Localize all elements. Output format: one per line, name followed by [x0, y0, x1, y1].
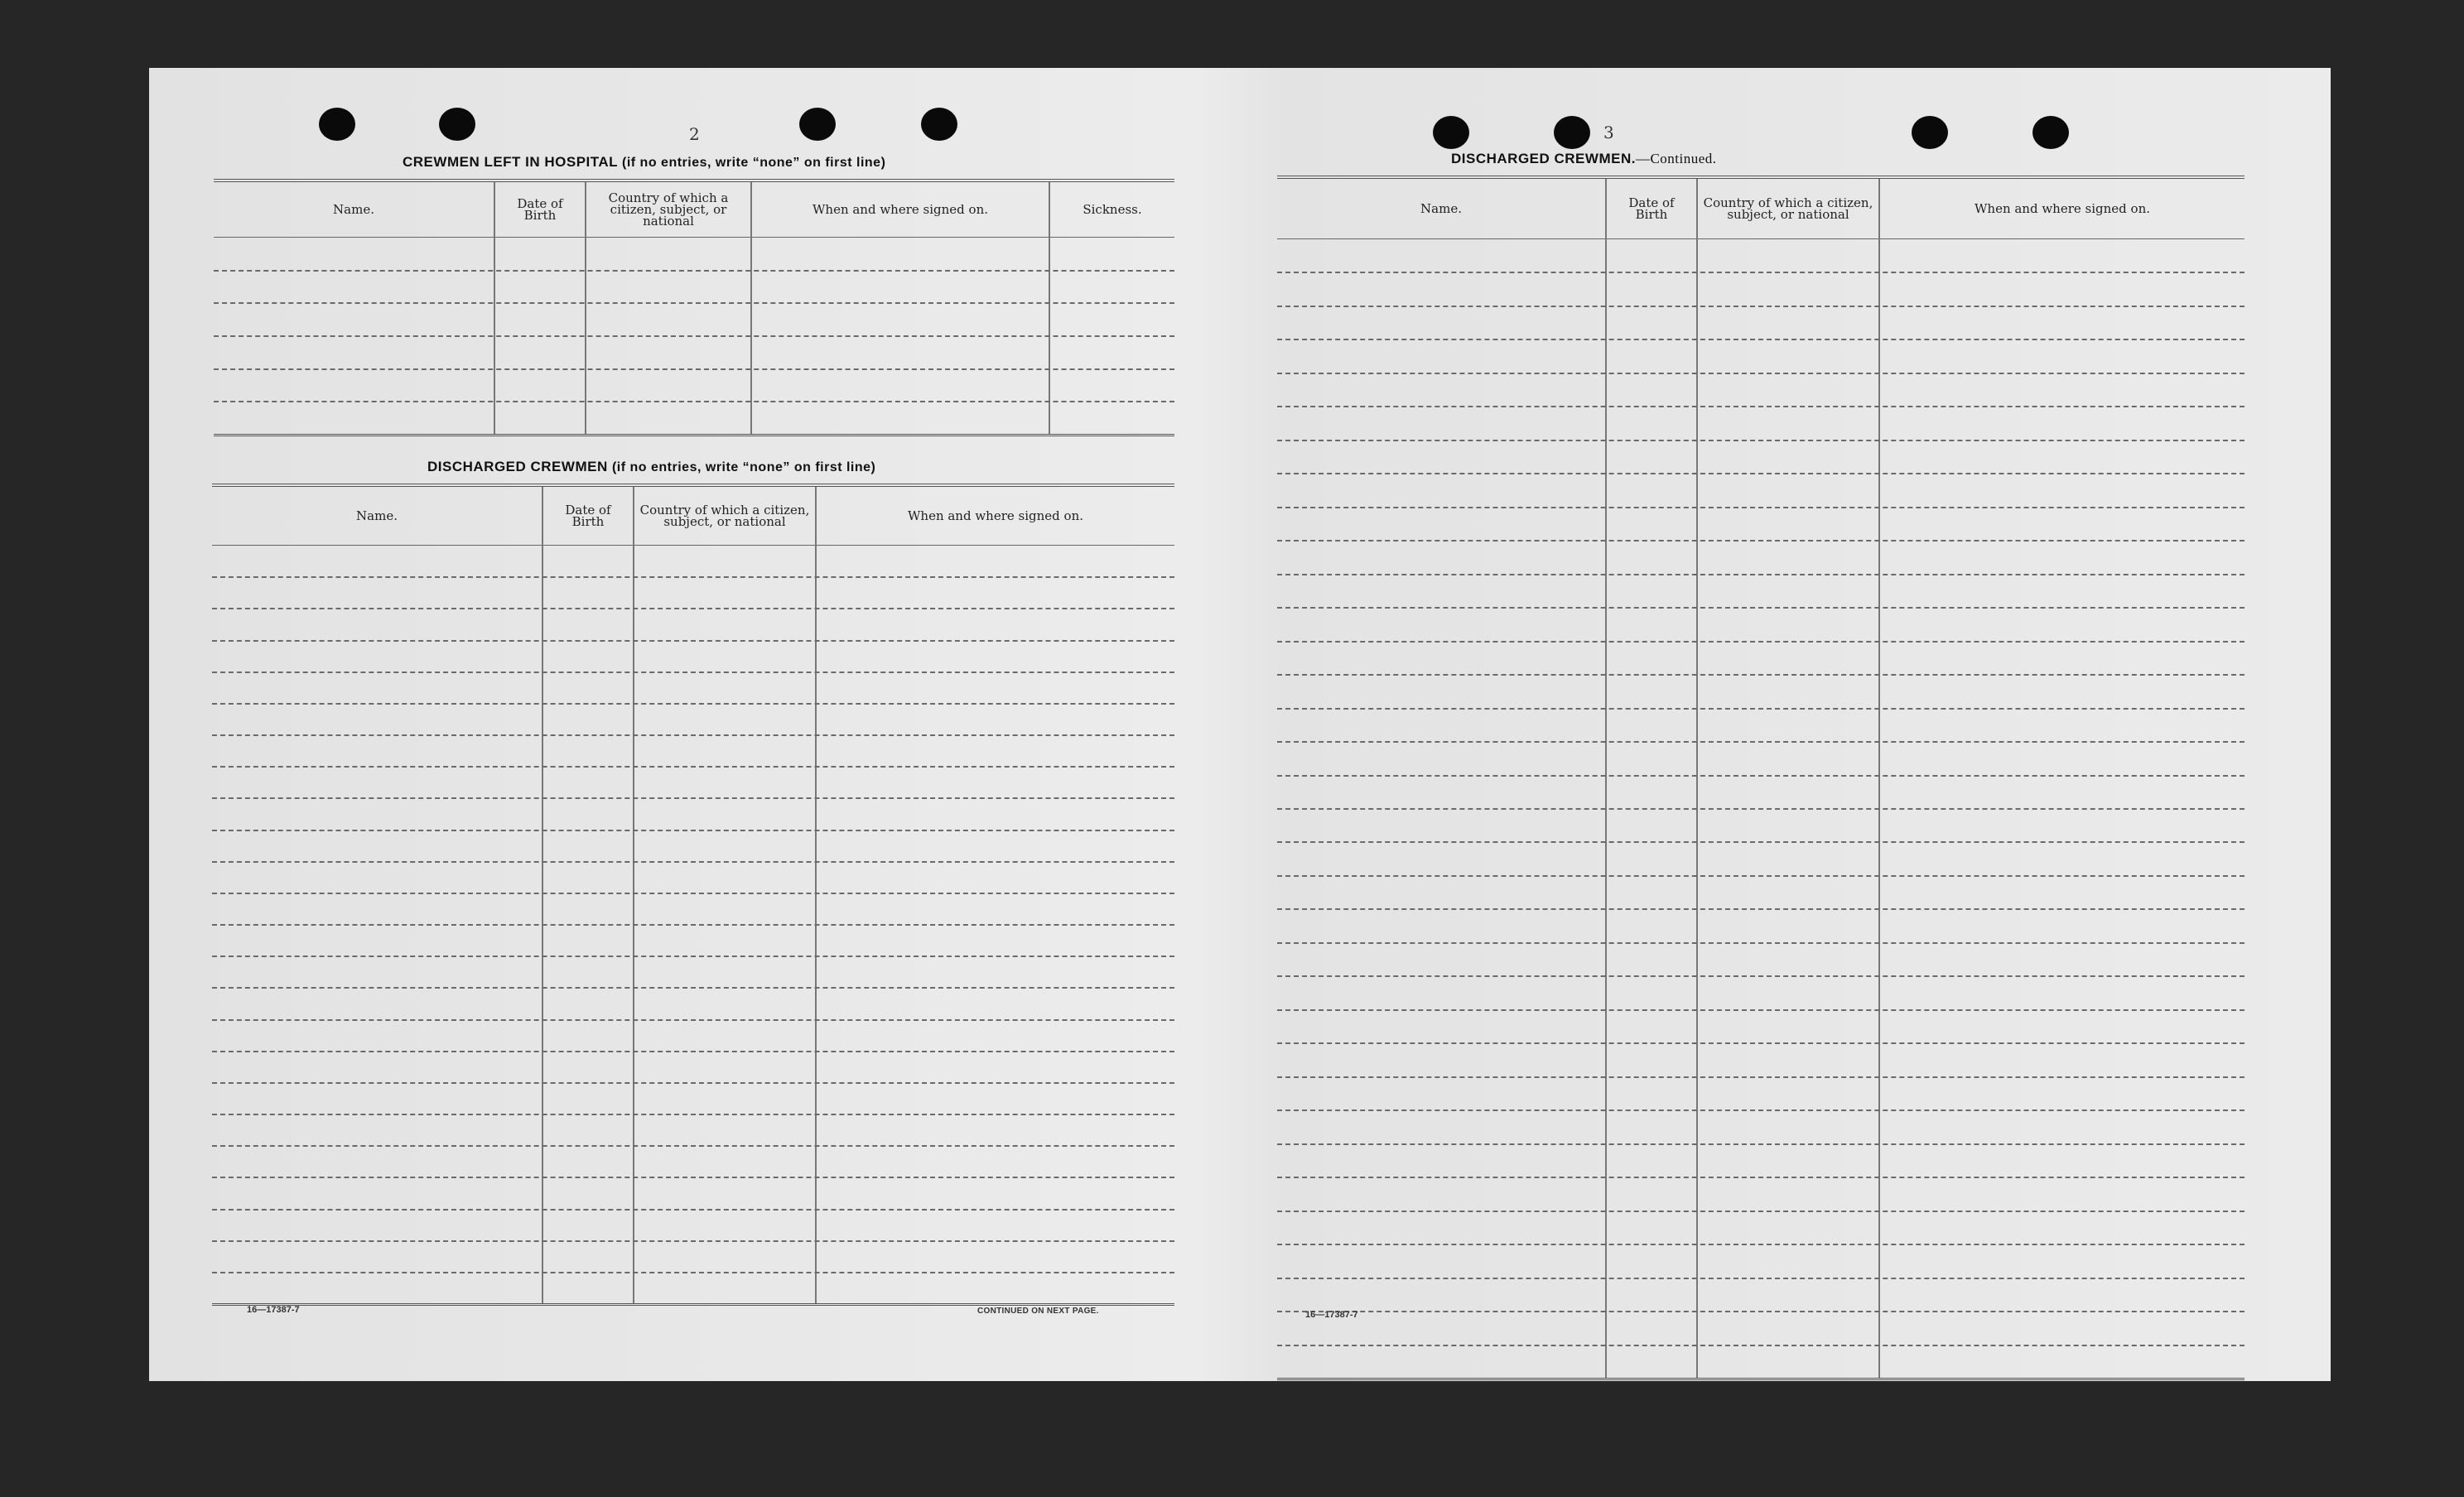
- entry-row-line: [212, 830, 1174, 831]
- entry-row-line: [212, 797, 1174, 799]
- entry-row-line: [1277, 440, 2245, 441]
- entry-row-line: [1277, 1345, 2245, 1346]
- discharged-title: DISCHARGED CREWMEN: [427, 459, 608, 474]
- table-header: [214, 182, 1174, 238]
- entry-row-line: [212, 1209, 1174, 1211]
- entry-row-line: [212, 766, 1174, 768]
- entry-row-line: [1277, 1143, 2245, 1145]
- col-header-name: Name.: [1420, 201, 1462, 216]
- entry-row-line: [212, 734, 1174, 736]
- table-header: [1277, 179, 2245, 239]
- table-header: [212, 487, 1174, 546]
- punch-hole: [319, 108, 355, 141]
- entry-row-line: [212, 1240, 1174, 1242]
- entry-row-line: [1277, 1042, 2245, 1044]
- entry-row-line: [1277, 841, 2245, 843]
- entry-row-line: [212, 640, 1174, 642]
- entry-row-line: [1277, 641, 2245, 643]
- entry-row-line: [1277, 473, 2245, 474]
- entry-row-line: [212, 576, 1174, 578]
- entry-row-line: [212, 671, 1174, 673]
- entry-row-line: [1277, 1009, 2245, 1011]
- punch-hole: [2032, 116, 2069, 149]
- entry-row-line: [1277, 540, 2245, 542]
- entry-row-line: [212, 1145, 1174, 1147]
- discharged-note: (if no entries, write “none” on first line): [611, 460, 876, 474]
- discharged-continued-title: [1451, 151, 1717, 167]
- entry-row-line: [1277, 775, 2245, 777]
- entry-row-line: [1277, 908, 2245, 910]
- entry-row-line: [214, 401, 1174, 402]
- punch-hole: [921, 108, 957, 141]
- table-rows: [212, 545, 1174, 1303]
- document-sheet: [149, 68, 2331, 1381]
- entry-row-line: [1277, 406, 2245, 407]
- entry-row-line: [212, 608, 1174, 609]
- entry-row-line: [1277, 1244, 2245, 1245]
- entry-row-line: [212, 703, 1174, 705]
- entry-row-line: [212, 1082, 1174, 1084]
- entry-row-line: [1277, 306, 2245, 307]
- table-rows: [1277, 238, 2245, 1378]
- entry-row-line: [212, 1177, 1174, 1178]
- entry-row-line: [212, 1019, 1174, 1021]
- entry-row-line: [214, 368, 1174, 370]
- entry-row-line: [212, 893, 1174, 894]
- discharged-continued-table: [1277, 176, 2245, 1380]
- entry-row-line: [1277, 507, 2245, 508]
- hospital-note: (if no entries, write “none” on first line): [622, 156, 886, 170]
- left-page: [149, 68, 1234, 1381]
- entry-row-line: [1277, 674, 2245, 676]
- entry-row-line: [214, 270, 1174, 272]
- entry-row-line: [1277, 607, 2245, 609]
- punch-hole: [1912, 116, 1948, 149]
- entry-row-line: [212, 987, 1174, 989]
- col-header-dob: Date of Birth: [565, 503, 611, 529]
- form-number: 16—17387-7: [1305, 1310, 1358, 1320]
- entry-row-line: [1277, 741, 2245, 743]
- entry-row-line: [1277, 708, 2245, 710]
- hospital-table: [214, 179, 1174, 436]
- entry-row-line: [1277, 373, 2245, 374]
- entry-row-line: [212, 1051, 1174, 1052]
- entry-row-line: [212, 1272, 1174, 1273]
- col-header-signed-on: When and where signed on.: [812, 202, 988, 217]
- col-header-signed-on: When and where signed on.: [907, 508, 1083, 523]
- form-number: 16—17387-7: [247, 1305, 300, 1315]
- discharged-title: DISCHARGED CREWMEN.: [1451, 151, 1636, 166]
- col-header-country: Country of which a citizen, subject, or national: [639, 503, 810, 529]
- col-header-name: Name.: [333, 202, 374, 217]
- entry-row-line: [1277, 272, 2245, 273]
- entry-row-line: [1277, 808, 2245, 810]
- col-header-signed-on: When and where signed on.: [1974, 201, 2150, 216]
- entry-row-line: [1277, 1311, 2245, 1312]
- punch-hole: [1554, 116, 1590, 149]
- col-header-country: Country of which a citizen, subject, or national: [608, 190, 729, 229]
- entry-row-line: [1277, 339, 2245, 340]
- discharged-table: [212, 484, 1174, 1306]
- page-number: 2: [689, 124, 700, 144]
- entry-row-line: [1277, 975, 2245, 977]
- entry-row-line: [1277, 1110, 2245, 1111]
- entry-row-line: [1277, 875, 2245, 877]
- entry-row-line: [1277, 574, 2245, 575]
- table-rows: [214, 237, 1174, 434]
- continued-label: —Continued.: [1635, 151, 1717, 166]
- hospital-section-title: [403, 154, 885, 171]
- entry-row-line: [212, 861, 1174, 863]
- page-number: 3: [1603, 123, 1614, 142]
- punch-hole: [799, 108, 836, 141]
- entry-row-line: [214, 302, 1174, 304]
- entry-row-line: [212, 1114, 1174, 1115]
- col-header-dob: Date of Birth: [1628, 195, 1675, 222]
- col-header-country: Country of which a citizen, subject, or national: [1703, 195, 1873, 222]
- entry-row-line: [1277, 942, 2245, 944]
- col-header-name: Name.: [356, 508, 398, 523]
- entry-row-line: [212, 924, 1174, 926]
- entry-row-line: [1277, 1076, 2245, 1078]
- discharged-section-title: [427, 459, 875, 475]
- punch-hole: [1433, 116, 1469, 149]
- right-page: [1234, 68, 2331, 1381]
- entry-row-line: [212, 955, 1174, 957]
- punch-hole: [439, 108, 475, 141]
- entry-row-line: [1277, 1177, 2245, 1178]
- col-header-sickness: Sickness.: [1083, 202, 1142, 217]
- continued-note: CONTINUED ON NEXT PAGE.: [977, 1307, 1099, 1316]
- entry-row-line: [214, 335, 1174, 337]
- col-header-dob: Date of Birth: [517, 196, 563, 223]
- hospital-title: CREWMEN LEFT IN HOSPITAL: [403, 154, 618, 170]
- entry-row-line: [1277, 1211, 2245, 1212]
- entry-row-line: [1277, 1278, 2245, 1279]
